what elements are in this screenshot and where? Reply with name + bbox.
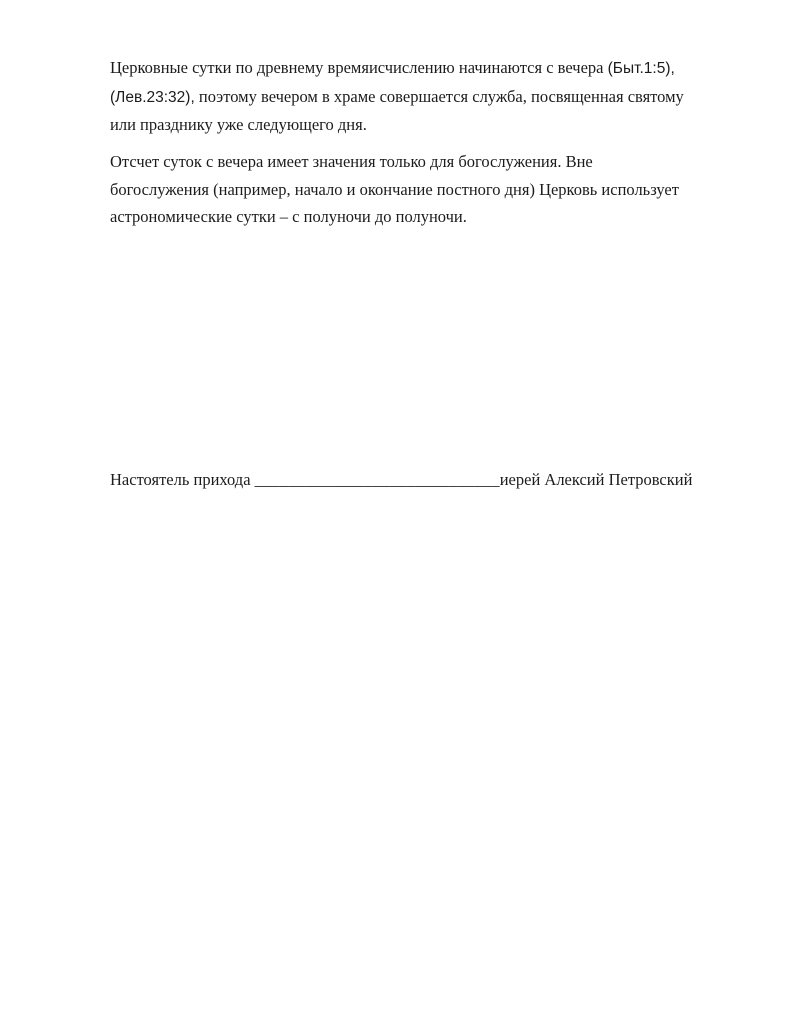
- paragraph-text: астрономические сутки – с полуночи до полуночи.: [110, 207, 467, 226]
- paragraph-text: Отсчет суток с вечера имеет значения только для богослужения. Вне: [110, 152, 593, 171]
- paragraph-text: Церковные сутки по древнему времяисчислению начинаются с вечера: [110, 58, 604, 77]
- paragraph-text: поэтому вечером в храме совершается служба, посвященная святому: [198, 86, 684, 106]
- paragraph-text: или празднику уже следующего дня.: [110, 115, 367, 134]
- signature-line: [110, 466, 746, 494]
- scripture-ref-leviticus: (Лев.23:32),: [110, 88, 195, 106]
- signature-label: Настоятель прихода: [110, 470, 251, 489]
- signature-blank-line: _____________________________: [254, 470, 500, 489]
- paragraph-day-counting: [110, 148, 746, 231]
- paragraph-text: богослужения (например, начало и окончание постного дня) Церковь использует: [110, 179, 679, 199]
- paragraph-church-day: [110, 54, 746, 139]
- signature-name: иерей Алексий Петровский: [499, 470, 693, 489]
- scripture-ref-genesis: (Быт.1:5),: [607, 60, 675, 77]
